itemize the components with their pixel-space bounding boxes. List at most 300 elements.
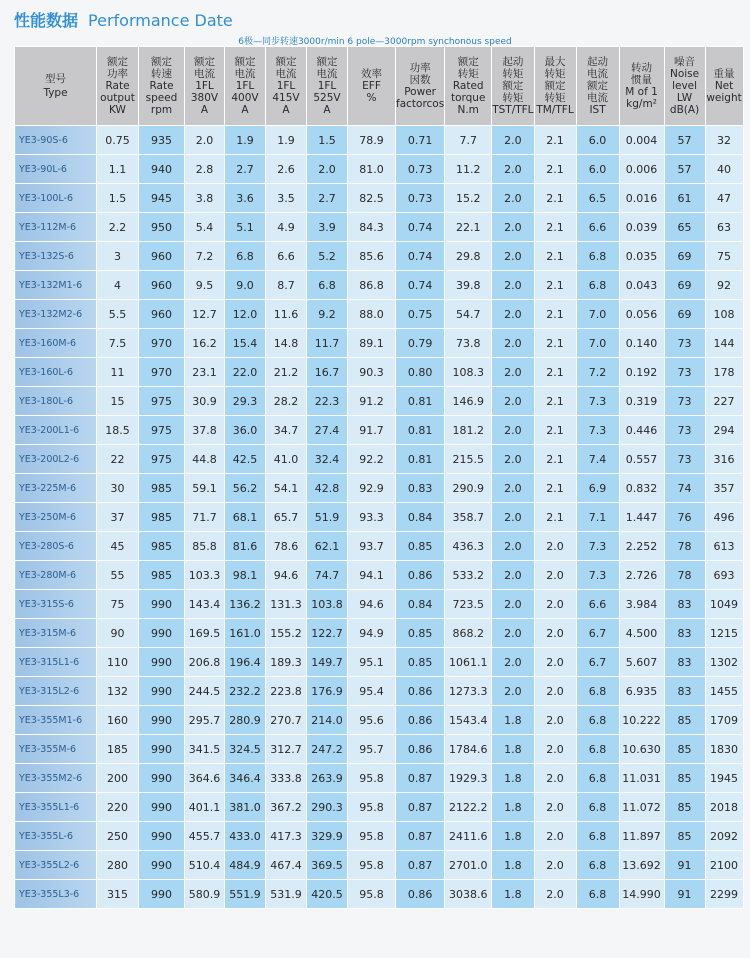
table-cell: 6.0 bbox=[576, 126, 619, 155]
table-cell: 22.3 bbox=[307, 387, 348, 416]
table-row bbox=[15, 213, 744, 242]
type-cell: YE3-250M-6 bbox=[15, 503, 97, 532]
table-cell: 10.630 bbox=[619, 735, 664, 764]
table-cell: 16.7 bbox=[307, 358, 348, 387]
table-cell: 5.607 bbox=[619, 648, 664, 677]
table-cell: 2.0 bbox=[534, 735, 576, 764]
table-cell: 85.6 bbox=[348, 242, 396, 271]
table-cell: 0.86 bbox=[396, 735, 445, 764]
table-cell: 2.1 bbox=[534, 126, 576, 155]
table-row bbox=[15, 387, 744, 416]
table-cell: 960 bbox=[139, 300, 185, 329]
table-cell: 29.8 bbox=[445, 242, 492, 271]
header-line: 转速 bbox=[151, 68, 172, 80]
table-cell: 146.9 bbox=[445, 387, 492, 416]
table-cell: 0.84 bbox=[396, 590, 445, 619]
header-line: M of 1 bbox=[625, 86, 658, 98]
table-cell: 51.9 bbox=[307, 503, 348, 532]
table-cell: 73 bbox=[664, 329, 705, 358]
table-cell: 2.0 bbox=[492, 416, 534, 445]
table-cell: 2122.2 bbox=[445, 793, 492, 822]
table-cell: 2.0 bbox=[492, 126, 534, 155]
table-row bbox=[15, 822, 744, 851]
table-cell: 75 bbox=[705, 242, 743, 271]
header-line: TM/TFL bbox=[536, 104, 574, 116]
header-line: 额定 bbox=[316, 56, 338, 68]
table-cell: 2092 bbox=[705, 822, 743, 851]
table-cell: 0.80 bbox=[396, 358, 445, 387]
table-cell: 83 bbox=[664, 677, 705, 706]
table-cell: 92.9 bbox=[348, 474, 396, 503]
table-cell: 108.3 bbox=[445, 358, 492, 387]
header-line: LW bbox=[676, 92, 693, 104]
type-cell: YE3-132S-6 bbox=[15, 242, 97, 271]
table-body bbox=[15, 126, 744, 909]
table-cell: 95.1 bbox=[348, 648, 396, 677]
header-line: N.m bbox=[457, 104, 479, 116]
table-cell: 9.5 bbox=[185, 271, 225, 300]
header-line: Noise bbox=[669, 68, 700, 80]
table-cell: 4.500 bbox=[619, 619, 664, 648]
table-cell: 69 bbox=[664, 271, 705, 300]
table-cell: 5.5 bbox=[97, 300, 139, 329]
table-cell: 280.9 bbox=[225, 706, 266, 735]
table-cell: 18.5 bbox=[97, 416, 139, 445]
table-cell: 263.9 bbox=[307, 764, 348, 793]
table-cell: 74.7 bbox=[307, 561, 348, 590]
table-cell: 2.1 bbox=[534, 329, 576, 358]
header-line: 400V bbox=[231, 92, 259, 104]
table-cell: 2.1 bbox=[534, 445, 576, 474]
header-line: weight bbox=[706, 92, 742, 104]
table-cell: 6.8 bbox=[576, 851, 619, 880]
table-cell: 2.1 bbox=[534, 503, 576, 532]
table-cell: 11.2 bbox=[445, 155, 492, 184]
table-cell: 30 bbox=[97, 474, 139, 503]
table-row bbox=[15, 706, 744, 735]
table-cell: 0.81 bbox=[396, 387, 445, 416]
table-cell: 110 bbox=[97, 648, 139, 677]
table-cell: 0.039 bbox=[619, 213, 664, 242]
table-cell: 131.3 bbox=[266, 590, 307, 619]
table-cell: 4 bbox=[97, 271, 139, 300]
table-cell: 5.4 bbox=[185, 213, 225, 242]
table-cell: 990 bbox=[139, 619, 185, 648]
table-cell: 37.8 bbox=[185, 416, 225, 445]
table-cell: 2.7 bbox=[225, 155, 266, 184]
table-cell: 324.5 bbox=[225, 735, 266, 764]
header-line: 型号 bbox=[45, 73, 66, 85]
table-cell: 22.1 bbox=[445, 213, 492, 242]
table-cell: 6.7 bbox=[576, 619, 619, 648]
table-cell: 91 bbox=[664, 851, 705, 880]
table-cell: 247.2 bbox=[307, 735, 348, 764]
table-cell: 7.1 bbox=[576, 503, 619, 532]
header-line: factorcos bbox=[396, 98, 445, 110]
table-cell: 990 bbox=[139, 590, 185, 619]
table-cell: 2.0 bbox=[307, 155, 348, 184]
table-cell: 333.8 bbox=[266, 764, 307, 793]
table-cell: 83 bbox=[664, 648, 705, 677]
table-cell: 5.1 bbox=[225, 213, 266, 242]
table-cell: 78.9 bbox=[348, 126, 396, 155]
header-line: 起动 bbox=[502, 56, 524, 68]
table-cell: 2299 bbox=[705, 880, 743, 909]
table-cell: 0.73 bbox=[396, 184, 445, 213]
table-cell: 2.0 bbox=[492, 648, 534, 677]
table-cell: 220 bbox=[97, 793, 139, 822]
table-cell: 0.74 bbox=[396, 242, 445, 271]
table-cell: 0.86 bbox=[396, 706, 445, 735]
table-cell: 2100 bbox=[705, 851, 743, 880]
table-cell: 40 bbox=[705, 155, 743, 184]
header-line: % bbox=[366, 92, 377, 104]
table-cell: 455.7 bbox=[185, 822, 225, 851]
table-row bbox=[15, 416, 744, 445]
table-cell: 290.3 bbox=[307, 793, 348, 822]
table-cell: 6.6 bbox=[576, 213, 619, 242]
table-cell: 1.8 bbox=[492, 851, 534, 880]
table-cell: 316 bbox=[705, 445, 743, 474]
table-cell: 3.984 bbox=[619, 590, 664, 619]
title-cn: 性能数据 bbox=[14, 11, 79, 30]
table-cell: 65 bbox=[664, 213, 705, 242]
table-cell: 6.8 bbox=[576, 822, 619, 851]
table-cell: 2.0 bbox=[534, 822, 576, 851]
table-row bbox=[15, 271, 744, 300]
table-cell: 364.6 bbox=[185, 764, 225, 793]
table-cell: 0.75 bbox=[396, 300, 445, 329]
table-cell: 0.86 bbox=[396, 677, 445, 706]
type-cell: YE3-315S-6 bbox=[15, 590, 97, 619]
column-header bbox=[348, 47, 396, 126]
table-cell: 0.832 bbox=[619, 474, 664, 503]
table-cell: 2.1 bbox=[534, 184, 576, 213]
table-cell: 82.5 bbox=[348, 184, 396, 213]
table-cell: 11.897 bbox=[619, 822, 664, 851]
table-cell: 2.726 bbox=[619, 561, 664, 590]
table-cell: 960 bbox=[139, 271, 185, 300]
table-row bbox=[15, 503, 744, 532]
header-line: Type bbox=[43, 87, 68, 99]
table-cell: 329.9 bbox=[307, 822, 348, 851]
table-cell: 57 bbox=[664, 155, 705, 184]
table-cell: 86.8 bbox=[348, 271, 396, 300]
table-cell: 6.9 bbox=[576, 474, 619, 503]
table-cell: 358.7 bbox=[445, 503, 492, 532]
table-cell: 496 bbox=[705, 503, 743, 532]
table-cell: 93.3 bbox=[348, 503, 396, 532]
table-cell: 22 bbox=[97, 445, 139, 474]
table-cell: 85.8 bbox=[185, 532, 225, 561]
table-cell: 95.8 bbox=[348, 793, 396, 822]
table-cell: 3.9 bbox=[307, 213, 348, 242]
table-row bbox=[15, 590, 744, 619]
table-cell: 93.7 bbox=[348, 532, 396, 561]
table-cell: 98.1 bbox=[225, 561, 266, 590]
type-cell: YE3-225M-6 bbox=[15, 474, 97, 503]
table-cell: 935 bbox=[139, 126, 185, 155]
table-cell: 73.8 bbox=[445, 329, 492, 358]
header-line: 额定 bbox=[544, 80, 566, 92]
header-line: 额定 bbox=[234, 56, 256, 68]
table-row bbox=[15, 764, 744, 793]
table-cell: 160 bbox=[97, 706, 139, 735]
table-cell: 0.004 bbox=[619, 126, 664, 155]
table-cell: 78 bbox=[664, 561, 705, 590]
header-line: 1FL bbox=[317, 80, 337, 92]
header-row bbox=[15, 47, 744, 126]
table-cell: 2.0 bbox=[492, 677, 534, 706]
table-cell: 6.8 bbox=[576, 880, 619, 909]
table-cell: 6.935 bbox=[619, 677, 664, 706]
header-line: Rated bbox=[452, 80, 484, 92]
table-cell: 32 bbox=[705, 126, 743, 155]
table-cell: 196.4 bbox=[225, 648, 266, 677]
table-cell: 2.1 bbox=[534, 271, 576, 300]
table-cell: 85 bbox=[664, 822, 705, 851]
table-cell: 132 bbox=[97, 677, 139, 706]
header-line: 电流 bbox=[316, 68, 338, 80]
table-cell: 960 bbox=[139, 242, 185, 271]
table-cell: 2.1 bbox=[534, 213, 576, 242]
table-row bbox=[15, 561, 744, 590]
table-cell: 54.1 bbox=[266, 474, 307, 503]
table-cell: 6.8 bbox=[576, 764, 619, 793]
table-cell: 990 bbox=[139, 764, 185, 793]
column-header bbox=[705, 47, 743, 126]
table-cell: 0.87 bbox=[396, 851, 445, 880]
header-line: EFF bbox=[362, 80, 381, 92]
table-cell: 36.0 bbox=[225, 416, 266, 445]
table-cell: 6.8 bbox=[576, 706, 619, 735]
header-line: Rate bbox=[149, 80, 174, 92]
type-cell: YE3-315L1-6 bbox=[15, 648, 97, 677]
table-cell: 3038.6 bbox=[445, 880, 492, 909]
column-header bbox=[15, 47, 97, 126]
header-line: level bbox=[672, 80, 698, 92]
table-cell: 0.043 bbox=[619, 271, 664, 300]
table-cell: 2.2 bbox=[97, 213, 139, 242]
table-cell: 1302 bbox=[705, 648, 743, 677]
table-cell: 2.6 bbox=[266, 155, 307, 184]
table-cell: 91.2 bbox=[348, 387, 396, 416]
table-cell: 0.056 bbox=[619, 300, 664, 329]
header-line: torque bbox=[450, 92, 486, 104]
table-cell: 0.87 bbox=[396, 793, 445, 822]
table-cell: 1.5 bbox=[307, 126, 348, 155]
table-cell: 290.9 bbox=[445, 474, 492, 503]
table-cell: 7.3 bbox=[576, 561, 619, 590]
column-header bbox=[492, 47, 534, 126]
table-cell: 0.73 bbox=[396, 155, 445, 184]
performance-table bbox=[14, 46, 744, 909]
table-cell: 189.3 bbox=[266, 648, 307, 677]
type-cell: YE3-90S-6 bbox=[15, 126, 97, 155]
table-cell: 2.0 bbox=[492, 155, 534, 184]
table-cell: 14.8 bbox=[266, 329, 307, 358]
table-cell: 2.0 bbox=[492, 590, 534, 619]
table-cell: 3.6 bbox=[225, 184, 266, 213]
table-cell: 6.0 bbox=[576, 155, 619, 184]
table-cell: 27.4 bbox=[307, 416, 348, 445]
table-cell: 2.0 bbox=[534, 648, 576, 677]
header-line: A bbox=[323, 104, 331, 116]
table-cell: 12.0 bbox=[225, 300, 266, 329]
header-line: 噪音 bbox=[674, 56, 696, 68]
table-cell: 181.2 bbox=[445, 416, 492, 445]
table-cell: 2.1 bbox=[534, 155, 576, 184]
table-cell: 92.2 bbox=[348, 445, 396, 474]
table-cell: 990 bbox=[139, 822, 185, 851]
table-cell: 7.5 bbox=[97, 329, 139, 358]
header-line: 转矩 bbox=[502, 68, 524, 80]
table-cell: 149.7 bbox=[307, 648, 348, 677]
table-cell: 0.81 bbox=[396, 445, 445, 474]
column-header bbox=[445, 47, 492, 126]
table-cell: 2.0 bbox=[534, 706, 576, 735]
type-cell: YE3-200L2-6 bbox=[15, 445, 97, 474]
table-cell: 78 bbox=[664, 532, 705, 561]
header-line: 额定 bbox=[457, 56, 479, 68]
table-cell: 0.035 bbox=[619, 242, 664, 271]
table-row bbox=[15, 329, 744, 358]
table-cell: 0.71 bbox=[396, 126, 445, 155]
table-cell: 341.5 bbox=[185, 735, 225, 764]
table-cell: 65.7 bbox=[266, 503, 307, 532]
table-row bbox=[15, 735, 744, 764]
table-cell: 2.0 bbox=[492, 213, 534, 242]
table-cell: 2.0 bbox=[534, 590, 576, 619]
table-cell: 39.8 bbox=[445, 271, 492, 300]
table-cell: 990 bbox=[139, 851, 185, 880]
type-cell: YE3-200L1-6 bbox=[15, 416, 97, 445]
table-cell: 30.9 bbox=[185, 387, 225, 416]
table-cell: 57 bbox=[664, 126, 705, 155]
table-cell: 42.5 bbox=[225, 445, 266, 474]
table-cell: 85 bbox=[664, 706, 705, 735]
type-cell: YE3-355M2-6 bbox=[15, 764, 97, 793]
table-cell: 945 bbox=[139, 184, 185, 213]
table-cell: 3.5 bbox=[266, 184, 307, 213]
table-cell: 2.0 bbox=[534, 764, 576, 793]
table-cell: 2018 bbox=[705, 793, 743, 822]
table-cell: 970 bbox=[139, 329, 185, 358]
table-cell: 32.4 bbox=[307, 445, 348, 474]
table-cell: 2.0 bbox=[492, 532, 534, 561]
table-cell: 71.7 bbox=[185, 503, 225, 532]
table-cell: 22.0 bbox=[225, 358, 266, 387]
table-cell: 94.9 bbox=[348, 619, 396, 648]
table-row bbox=[15, 358, 744, 387]
table-cell: 144 bbox=[705, 329, 743, 358]
table-cell: 61 bbox=[664, 184, 705, 213]
header-line: 额定 bbox=[502, 80, 524, 92]
column-header bbox=[576, 47, 619, 126]
table-row bbox=[15, 155, 744, 184]
table-cell: 0.140 bbox=[619, 329, 664, 358]
table-cell: 0.83 bbox=[396, 474, 445, 503]
column-header bbox=[396, 47, 445, 126]
header-line: 380V bbox=[190, 92, 219, 104]
table-cell: 2.0 bbox=[492, 271, 534, 300]
table-cell: 294 bbox=[705, 416, 743, 445]
table-cell: 0.85 bbox=[396, 619, 445, 648]
table-cell: 0.85 bbox=[396, 648, 445, 677]
column-header bbox=[139, 47, 185, 126]
table-cell: 2.0 bbox=[534, 793, 576, 822]
table-cell: 1945 bbox=[705, 764, 743, 793]
column-header bbox=[534, 47, 576, 126]
table-cell: 76 bbox=[664, 503, 705, 532]
table-subtitle: 6极—同步转速3000r/min 6 pole—3000rpm synchonous speed bbox=[238, 37, 512, 47]
table-cell: 1455 bbox=[705, 677, 743, 706]
table-cell: 136.2 bbox=[225, 590, 266, 619]
table-cell: 90 bbox=[97, 619, 139, 648]
table-cell: 12.7 bbox=[185, 300, 225, 329]
table-cell: 0.192 bbox=[619, 358, 664, 387]
table-row bbox=[15, 619, 744, 648]
header-line: 415V bbox=[272, 92, 300, 104]
table-cell: 2701.0 bbox=[445, 851, 492, 880]
table-cell: 1.8 bbox=[492, 822, 534, 851]
table-cell: 7.3 bbox=[576, 387, 619, 416]
table-cell: 232.2 bbox=[225, 677, 266, 706]
table-cell: 970 bbox=[139, 358, 185, 387]
table-row bbox=[15, 793, 744, 822]
table-cell: 1543.4 bbox=[445, 706, 492, 735]
table-cell: 206.8 bbox=[185, 648, 225, 677]
table-cell: 270.7 bbox=[266, 706, 307, 735]
header-line: dB(A) bbox=[669, 104, 700, 116]
table-cell: 1784.6 bbox=[445, 735, 492, 764]
table-cell: 10.222 bbox=[619, 706, 664, 735]
table-cell: 2.0 bbox=[534, 677, 576, 706]
table-cell: 2.0 bbox=[534, 851, 576, 880]
table-cell: 94.6 bbox=[266, 561, 307, 590]
table-cell: 103.3 bbox=[185, 561, 225, 590]
table-cell: 6.5 bbox=[576, 184, 619, 213]
header-line: 转动 bbox=[631, 62, 653, 74]
header-line: 额定 bbox=[151, 56, 172, 68]
table-cell: 1.8 bbox=[492, 735, 534, 764]
table-cell: 2.0 bbox=[534, 532, 576, 561]
table-cell: 2.7 bbox=[307, 184, 348, 213]
table-cell: 8.7 bbox=[266, 271, 307, 300]
table-cell: 90.3 bbox=[348, 358, 396, 387]
table-cell: 2.1 bbox=[534, 300, 576, 329]
table-cell: 14.990 bbox=[619, 880, 664, 909]
table-cell: 2411.6 bbox=[445, 822, 492, 851]
table-row bbox=[15, 300, 744, 329]
table-cell: 59.1 bbox=[185, 474, 225, 503]
column-header bbox=[307, 47, 348, 126]
table-cell: 92 bbox=[705, 271, 743, 300]
table-cell: 37 bbox=[97, 503, 139, 532]
table-cell: 34.7 bbox=[266, 416, 307, 445]
column-header bbox=[225, 47, 266, 126]
header-line: KW bbox=[109, 104, 126, 116]
column-header bbox=[266, 47, 307, 126]
header-line: TST/TFL bbox=[492, 104, 534, 116]
header-line: IST bbox=[589, 104, 606, 116]
type-cell: YE3-315M-6 bbox=[15, 619, 97, 648]
table-cell: 69 bbox=[664, 300, 705, 329]
table-cell: 868.2 bbox=[445, 619, 492, 648]
table-cell: 990 bbox=[139, 880, 185, 909]
table-row bbox=[15, 648, 744, 677]
header-line: 功率 bbox=[409, 62, 431, 74]
